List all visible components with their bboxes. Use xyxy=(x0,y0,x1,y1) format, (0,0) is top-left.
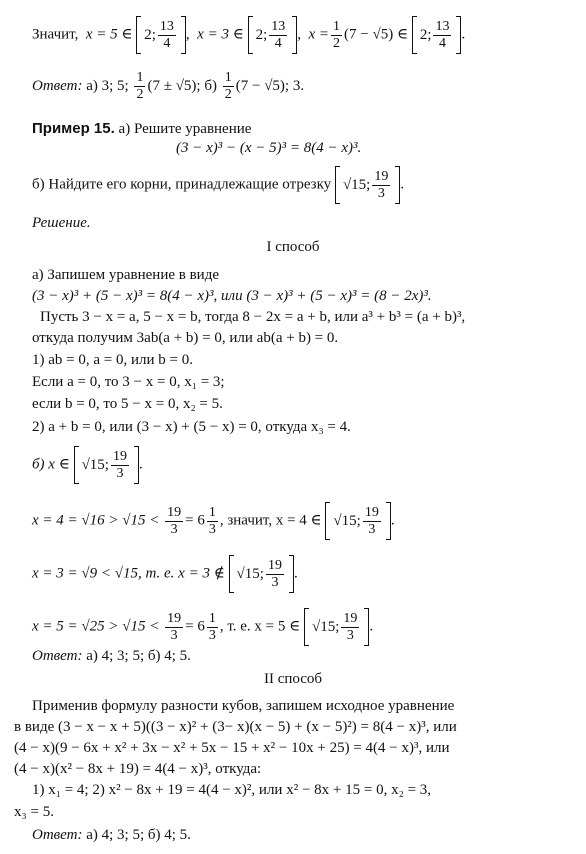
text-line: если b = 0, то 5 − x = 0, x₂ = 5. xyxy=(32,396,223,412)
example-title: Пример 15. xyxy=(32,120,115,137)
text-line: 1) x₁ = 4; 2) x² − 8x + 19 = 4(4 − x)², или x² − 8x + 15 = 0, x₂ = 3, xyxy=(32,782,432,798)
solution-label: Решение. xyxy=(32,215,91,231)
text-line: 2) a + b = 0, или (3 − x) + (5 − x) = 0, откуда x₃ = 4. xyxy=(32,419,351,435)
text-line: 1) ab = 0, a = 0, или b = 0. xyxy=(32,352,193,368)
text-line: (3 − x)³ + (5 − x)³ = 8(4 − x)³, или (3 − x)³ + (5 − x)³ = (8 − 2x)³. xyxy=(32,288,432,304)
answer-line: Ответ: а) 3; 5; $\frac{1}{2}$ (7 ± √5); б) $\frac{1}{2}$ (7 − √5); 3. xyxy=(32,70,305,102)
check-line: x = 3 = √9 < √15, т. е. x = 3 ∉ √15; $\frac{19}{3}$ . xyxy=(32,555,298,593)
check-line: x = 4 = √16 > √15 < $\frac{19}{3}$ = 6 $\frac{1}{3}$ , значит, x = 4 ∈ √15; $\frac{19}{3}$ . xyxy=(32,502,395,540)
text-line: Если a = 0, то 3 − x = 0, x₁ = 3; xyxy=(32,374,225,390)
equation: (3 − x)³ − (x − 5)³ = 8(4 − x)³. xyxy=(176,140,362,156)
math: x = 5 ∈ xyxy=(85,26,133,43)
interval-line: б) x ∈ √15; $\frac{19}{3}$ . xyxy=(32,446,143,484)
method-heading: I способ xyxy=(266,239,320,255)
answer-line: Ответ: а) 4; 3; 5; б) 4; 5. xyxy=(32,827,191,843)
text-line: (4 − x)(x² − 8x + 19) = 4(4 − x)³, откуда: xyxy=(14,761,262,777)
conclusion-line: Значит, x = 5 ∈ 2; $\frac{13}{4}$ , x = 3 ∈ 2; $\frac{13}{4}$ , x = $\frac{1}{2}$ (7 − √5) ∈ 2; $\frac{13}{4}$ . xyxy=(32,16,465,54)
text-line: Пусть 3 − x = a, 5 − x = b, тогда 8 − 2x = a + b, или a³ + b³ = (a + b)³, xyxy=(40,309,466,325)
math: x = 3 ∈ xyxy=(197,26,244,43)
interval: 2; $\frac{13}{4}$ xyxy=(248,16,298,54)
interval: 2; $\frac{13}{4}$ xyxy=(412,16,462,54)
text-line: Применив формулу разности кубов, запишем исходное уравнение xyxy=(32,698,455,714)
math: x = xyxy=(308,26,330,43)
answer-line: Ответ: а) 4; 3; 5; б) 4; 5. xyxy=(32,648,191,664)
task-b: б) Найдите его корни, принадлежащие отрезку √15; $\frac{19}{3}$ . xyxy=(32,166,404,204)
text-line: x₃ = 5. xyxy=(14,804,54,820)
example-heading: Пример 15. а) Решите уравнение xyxy=(32,120,252,137)
text-line: в виде (3 − x − x + 5)((3 − x)² + (3− x)(x − 5) + (x − 5)²) = 8(4 − x)³, или xyxy=(14,719,457,735)
text: Значит, xyxy=(32,26,79,43)
text-line: откуда получим 3ab(a + b) = 0, или ab(a + b) = 0. xyxy=(32,330,339,346)
text-line: (4 − x)(9 − 6x + x² + 3x − x² + 5x − 15 + x² − 10x + 25) = 4(4 − x)³, или xyxy=(14,740,450,756)
check-line: x = 5 = √25 > √15 < $\frac{19}{3}$ = 6 $\frac{1}{3}$ , т. е. x = 5 ∈ √15; $\frac{19}{3}$ . xyxy=(32,608,373,646)
text-line: а) Запишем уравнение в виде xyxy=(32,267,220,283)
answer-label: Ответ: xyxy=(32,77,83,94)
interval: 2; $\frac{13}{4}$ xyxy=(136,16,186,54)
method-heading: II способ xyxy=(263,671,323,687)
